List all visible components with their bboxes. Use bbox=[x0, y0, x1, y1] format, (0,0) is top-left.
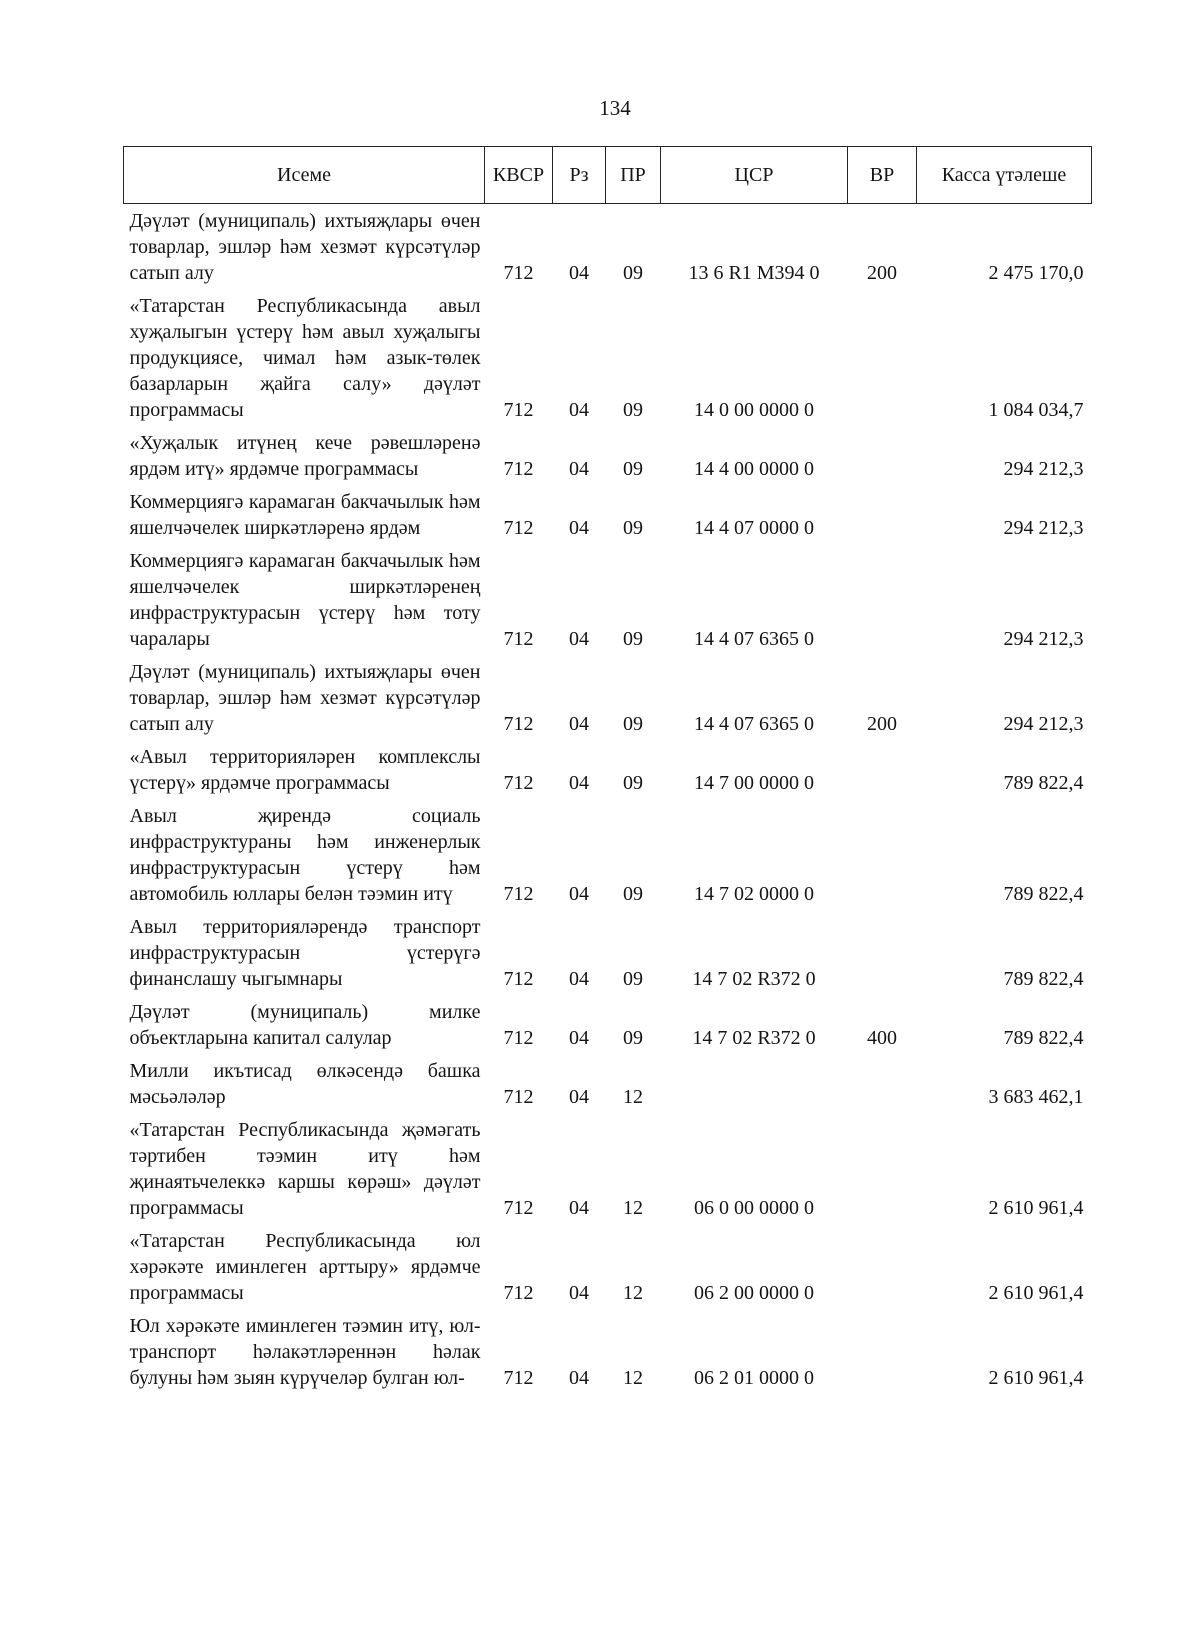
row-rz: 04 bbox=[569, 883, 589, 905]
row-name: «Татарстан Республикасында юл хәрәкәте иминлеген арттыру» ярдәмче программасы bbox=[129, 1230, 481, 1304]
row-sum: 2 475 170,0 bbox=[988, 262, 1084, 284]
row-tsr: 14 7 00 0000 0 bbox=[694, 772, 814, 794]
row-tsr: 14 7 02 R372 0 bbox=[692, 1027, 816, 1049]
row-vr bbox=[848, 426, 917, 485]
row-sum: 294 212,3 bbox=[1003, 517, 1084, 539]
table-row bbox=[124, 485, 1092, 544]
row-rz: 04 bbox=[569, 262, 589, 284]
row-kvsr: 712 bbox=[503, 1027, 534, 1049]
table-row bbox=[124, 799, 1092, 910]
row-pr: 09 bbox=[623, 1027, 643, 1049]
row-name: «Хуҗалык итүнең кече рәвешләренә ярдәм итү» ярдәмче программасы bbox=[129, 432, 481, 480]
row-name: Коммерциягә карамаган бакчачылык һәм яшелчәчелек ширкәтләренә ярдәм bbox=[129, 491, 481, 539]
row-pr: 09 bbox=[623, 713, 643, 735]
table-header-row bbox=[124, 147, 1092, 204]
row-rz: 04 bbox=[569, 1197, 589, 1219]
row-kvsr: 712 bbox=[503, 399, 534, 421]
header-name: Исеме bbox=[124, 147, 485, 204]
table-row bbox=[124, 655, 1092, 740]
row-tsr: 14 4 07 6365 0 bbox=[694, 628, 814, 650]
row-tsr: 14 7 02 R372 0 bbox=[692, 968, 816, 990]
table-row bbox=[124, 204, 1092, 290]
header-rz: Рз bbox=[553, 147, 606, 204]
row-kvsr: 712 bbox=[503, 883, 534, 905]
row-tsr: 13 6 R1 M394 0 bbox=[688, 262, 820, 284]
row-sum: 3 683 462,1 bbox=[988, 1086, 1084, 1108]
row-kvsr: 712 bbox=[503, 1367, 534, 1389]
row-name: Дәүләт (муниципаль) ихтыяҗлары өчен товарлар, эшләр һәм хезмәт күрсәтүләр сатып алу bbox=[129, 661, 481, 735]
row-name: «Авыл территорияләрен комплекслы үстерү» ярдәмче программасы bbox=[129, 746, 481, 794]
row-pr: 09 bbox=[623, 399, 643, 421]
row-tsr: 14 4 07 0000 0 bbox=[694, 517, 814, 539]
budget-table bbox=[123, 146, 1092, 1394]
row-name: Авыл территорияләрендә транспорт инфраструктурасын үстерүгә финанслашу чыгымнары bbox=[129, 916, 481, 990]
table-row bbox=[124, 1113, 1092, 1224]
row-sum: 2 610 961,4 bbox=[988, 1197, 1084, 1219]
row-kvsr: 712 bbox=[503, 262, 534, 284]
row-tsr: 06 2 00 0000 0 bbox=[694, 1282, 814, 1304]
row-kvsr: 712 bbox=[503, 772, 534, 794]
row-sum: 2 610 961,4 bbox=[988, 1282, 1084, 1304]
row-kvsr: 712 bbox=[503, 628, 534, 650]
row-vr bbox=[848, 1224, 917, 1309]
row-pr: 09 bbox=[623, 262, 643, 284]
row-rz: 04 bbox=[569, 1367, 589, 1389]
header-tsr: ЦСР bbox=[661, 147, 848, 204]
header-kvsr: КВСР bbox=[485, 147, 553, 204]
row-tsr: 14 0 00 0000 0 bbox=[694, 399, 814, 421]
row-kvsr: 712 bbox=[503, 1282, 534, 1304]
table-row bbox=[124, 544, 1092, 655]
table-row bbox=[124, 995, 1092, 1054]
table-row bbox=[124, 289, 1092, 426]
row-vr: 200 bbox=[867, 713, 897, 735]
row-tsr: 14 4 07 6365 0 bbox=[694, 713, 814, 735]
row-tsr bbox=[661, 1054, 848, 1113]
row-kvsr: 712 bbox=[503, 1086, 534, 1108]
row-vr bbox=[848, 910, 917, 995]
row-pr: 12 bbox=[623, 1197, 643, 1219]
row-kvsr: 712 bbox=[503, 1197, 534, 1219]
row-vr bbox=[848, 289, 917, 426]
row-sum: 2 610 961,4 bbox=[988, 1367, 1084, 1389]
row-sum: 294 212,3 bbox=[1003, 628, 1084, 650]
row-name: Дәүләт (муниципаль) ихтыяҗлары өчен товарлар, эшләр һәм хезмәт күрсәтүләр сатып алу bbox=[129, 210, 481, 284]
row-name: «Татарстан Республикасында җәмәгать тәртибен тәэмин итү һәм җинаятьчелеккә каршы көрәш» дәүләт программасы bbox=[129, 1119, 481, 1219]
row-tsr: 14 4 00 0000 0 bbox=[694, 458, 814, 480]
row-vr: 200 bbox=[867, 262, 897, 284]
row-rz: 04 bbox=[569, 713, 589, 735]
row-sum: 1 084 034,7 bbox=[988, 399, 1084, 421]
row-rz: 04 bbox=[569, 517, 589, 539]
row-rz: 04 bbox=[569, 772, 589, 794]
row-kvsr: 712 bbox=[503, 517, 534, 539]
row-sum: 789 822,4 bbox=[1003, 1027, 1084, 1049]
header-sum: Касса үтәлеше bbox=[917, 147, 1092, 204]
row-tsr: 06 2 01 0000 0 bbox=[694, 1367, 814, 1389]
row-pr: 12 bbox=[623, 1086, 643, 1108]
row-name: Авыл җирендә социаль инфраструктураны һәм инженерлык инфраструктурасын үстерү һәм автомобиль юллары белән тәэмин итү bbox=[129, 805, 481, 905]
row-pr: 09 bbox=[623, 883, 643, 905]
row-sum: 294 212,3 bbox=[1003, 458, 1084, 480]
table-row bbox=[124, 740, 1092, 799]
row-rz: 04 bbox=[569, 1027, 589, 1049]
row-kvsr: 712 bbox=[503, 458, 534, 480]
row-pr: 09 bbox=[623, 517, 643, 539]
row-kvsr: 712 bbox=[503, 713, 534, 735]
row-pr: 09 bbox=[623, 628, 643, 650]
row-name: Юл хәрәкәте иминлеген тәэмин итү, юл-транспорт һәлакәтләреннән һәлак булуны һәм зыян күрүчеләр булган юл- bbox=[129, 1315, 481, 1389]
row-pr: 09 bbox=[623, 772, 643, 794]
row-vr bbox=[848, 740, 917, 799]
header-vr: ВР bbox=[848, 147, 917, 204]
row-name: Коммерциягә карамаган бакчачылык һәм яшелчәчелек ширкәтләренең инфраструктурасын үстерү һәм тоту чаралары bbox=[129, 550, 481, 650]
table-row bbox=[124, 1224, 1092, 1309]
row-vr bbox=[848, 799, 917, 910]
row-vr bbox=[848, 485, 917, 544]
table-row bbox=[124, 910, 1092, 995]
row-pr: 09 bbox=[623, 968, 643, 990]
row-pr: 12 bbox=[623, 1367, 643, 1389]
row-name: «Татарстан Республикасында авыл хуҗалыгын үстерү һәм авыл хуҗалыгы продукциясе, чимал һәм азык-төлек базарларын җайга салу» дәүләт программасы bbox=[129, 295, 481, 421]
row-rz: 04 bbox=[569, 1282, 589, 1304]
row-rz: 04 bbox=[569, 628, 589, 650]
row-rz: 04 bbox=[569, 968, 589, 990]
row-vr bbox=[848, 544, 917, 655]
table-row bbox=[124, 1054, 1092, 1113]
row-name: Милли икътисад өлкәсендә башка мәсьәләләр bbox=[129, 1060, 481, 1108]
row-rz: 04 bbox=[569, 1086, 589, 1108]
row-rz: 04 bbox=[569, 399, 589, 421]
row-vr bbox=[848, 1054, 917, 1113]
row-vr bbox=[848, 1309, 917, 1394]
table-row bbox=[124, 1309, 1092, 1394]
table-body bbox=[124, 204, 1092, 1395]
row-tsr: 14 7 02 0000 0 bbox=[694, 883, 814, 905]
row-pr: 12 bbox=[623, 1282, 643, 1304]
page-number: 134 bbox=[599, 96, 631, 120]
table-row bbox=[124, 426, 1092, 485]
row-vr: 400 bbox=[867, 1027, 897, 1049]
header-pr: ПР bbox=[606, 147, 661, 204]
row-kvsr: 712 bbox=[503, 968, 534, 990]
row-sum: 789 822,4 bbox=[1003, 772, 1084, 794]
row-sum: 789 822,4 bbox=[1003, 883, 1084, 905]
row-sum: 294 212,3 bbox=[1003, 713, 1084, 735]
row-sum: 789 822,4 bbox=[1003, 968, 1084, 990]
row-tsr: 06 0 00 0000 0 bbox=[694, 1197, 814, 1219]
row-rz: 04 bbox=[569, 458, 589, 480]
row-vr bbox=[848, 1113, 917, 1224]
row-pr: 09 bbox=[623, 458, 643, 480]
row-name: Дәүләт (муниципаль) милке объектларына капитал салулар bbox=[129, 1001, 481, 1049]
